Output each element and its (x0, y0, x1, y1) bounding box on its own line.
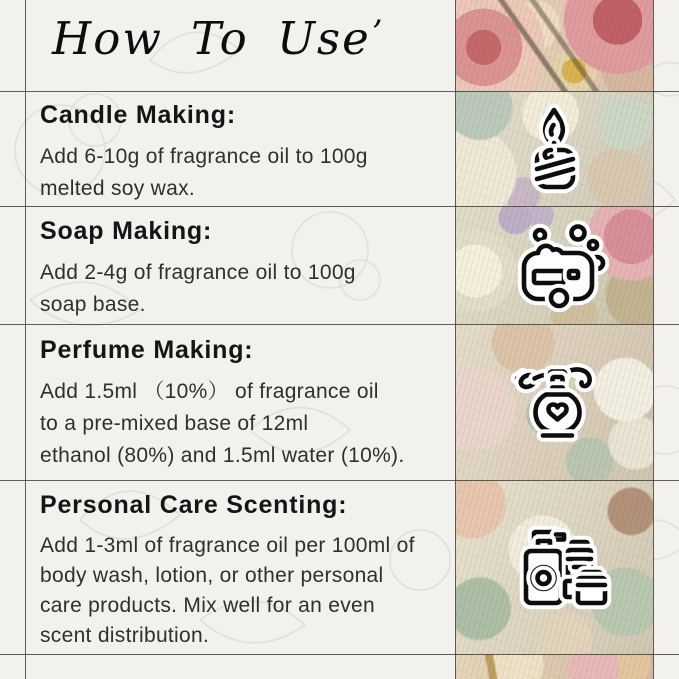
section-soap-making (40, 217, 356, 321)
section-candle-making (40, 101, 368, 205)
personal-care-line: care products. Mix well for an even (40, 594, 375, 617)
collage-right-rule (653, 0, 654, 679)
page-title-text: How To Use (52, 12, 371, 65)
section-perfume-making (40, 336, 404, 472)
divider-soap-perfume (0, 324, 679, 325)
floral-collage-roses-bottom (456, 654, 653, 679)
divider-bottom (0, 654, 679, 655)
personal-care-heading: Personal Care Scenting: (40, 491, 348, 519)
soap-making-line: Add 2-4g of fragrance oil to 100g (40, 261, 356, 284)
perfume-making-line: Add 1.5ml （10%） of fragrance oil (40, 380, 379, 403)
toiletries-icon (518, 520, 608, 608)
personal-care-line: Add 1-3ml of fragrance oil per 100ml of (40, 534, 415, 557)
perfume-making-heading: Perfume Making: (40, 336, 254, 364)
divider-under-title (0, 91, 679, 92)
floral-collage-roses-top (456, 0, 653, 91)
soap-bar-icon (514, 222, 610, 308)
divider-candle-soap (0, 206, 679, 207)
divider-perfume-personal (0, 480, 679, 481)
perfume-atomizer-icon (514, 354, 600, 444)
page-title (52, 12, 385, 65)
candle-making-line: Add 6-10g of fragrance oil to 100g (40, 145, 368, 168)
candle-making-heading: Candle Making: (40, 101, 236, 129)
candle-making-line: melted soy wax. (40, 177, 196, 200)
personal-care-line: scent distribution. (40, 624, 210, 647)
candle-icon (527, 106, 581, 192)
left-margin-rule (25, 0, 26, 679)
perfume-making-line: to a pre-mixed base of 12ml (40, 412, 309, 435)
section-personal-care-scenting (40, 491, 415, 651)
soap-making-line: soap base. (40, 293, 146, 316)
collage-left-rule (455, 0, 456, 679)
perfume-making-line: ethanol (80%) and 1.5ml water (10%). (40, 444, 405, 467)
personal-care-line: body wash, lotion, or other personal (40, 564, 384, 587)
title-flourish: ’ (371, 13, 385, 53)
soap-making-heading: Soap Making: (40, 217, 213, 245)
